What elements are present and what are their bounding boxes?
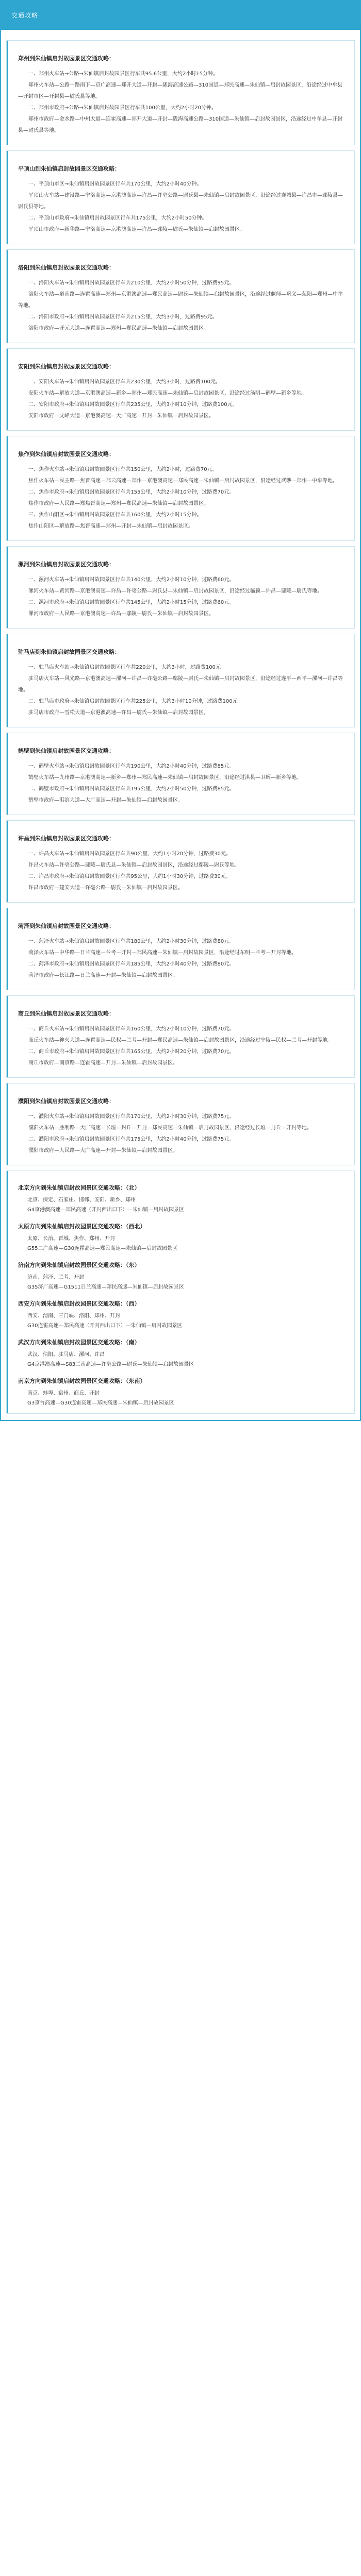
direction-line: G30连霍高速—郑民高速（开封西出口下）—朱仙镇—启封故园景区 <box>27 1323 183 1329</box>
route-paragraph: 安阳火车站—解放大道—京港澳高速—新乡—郑州—郑民高速—朱仙镇—启封故园景区，沿途经过汤阴—鹤壁—新乡等地。 <box>28 391 307 396</box>
route-card <box>6 733 355 815</box>
direction-title: 济南方向到朱仙镇启封故园景区交通攻略：（东） <box>18 1262 140 1268</box>
route-card <box>6 436 355 541</box>
route-card-title: 菏泽到朱仙镇启封故园景区交通攻略： <box>18 923 114 929</box>
header-bar <box>1 0 360 30</box>
route-paragraph: 郑州火车站—公路一路南下—京广高速—郑开大道—开封—陇海高速公路—310国道—郑民高速—朱仙镇—启封故园景区，沿途经过中牟县—开封市区—开封县—尉氏县等地。 <box>18 82 343 99</box>
route-paragraph: 濮阳火车站—胜利路—大广高速—长垣—封丘—开封—郑民高速—朱仙镇—启封故园景区，沿途经过长垣—封丘—开封等地。 <box>28 1125 312 1131</box>
direction-guide-card <box>6 1171 355 1414</box>
direction-line: 南京、蚌埠、宿州、商丘、开封 <box>27 1391 100 1396</box>
route-card <box>6 995 355 1078</box>
route-paragraph: 濮阳市政府—人民路—大广高速—开封—朱仙镇—启封故园景区。 <box>28 1148 178 1154</box>
route-paragraph: 安阳市政府—文峰大道—京港澳高速—大广高速—开封—朱仙镇—启封故园景区。 <box>28 413 214 419</box>
route-paragraph: 许昌火车站—许亳公路—鄢陵—尉氏县—朱仙镇—启封故园景区，沿途经过鄢陵—尉氏等地。 <box>28 862 240 868</box>
route-paragraph: 一、许昌火车站→朱仙镇启封故园景区行车共90公里，大约1小时20分钟，过路费30元。 <box>28 851 231 857</box>
route-card-title: 安阳到朱仙镇启封故园景区交通攻略： <box>18 363 114 370</box>
route-paragraph: 二、焦作市政府→朱仙镇启封故园景区行车共155公里，大约2小时10分钟，过路费70元。 <box>28 489 235 495</box>
route-paragraph: 一、濮阳火车站→朱仙镇启封故园景区行车共170公里，大约2小时30分钟，过路费75元。 <box>28 1114 235 1120</box>
route-paragraph: 驻马店市政府—雪松大道—京港澳高速—许昌—尉氏—朱仙镇—启封故园景区。 <box>28 710 209 716</box>
direction-title: 北京方向到朱仙镇启封故园景区交通攻略：（北） <box>18 1184 140 1191</box>
route-paragraph: 商丘市政府—南京路—连霍高速—开封—朱仙镇—启封故园景区。 <box>28 1060 178 1066</box>
route-paragraph: 一、郑州火车站→公路→朱仙镇启封故园景区行车共95.6公里，大约2小时15分钟。 <box>28 71 219 77</box>
direction-line: 太原、长治、晋城、焦作、郑州、开封 <box>27 1236 115 1242</box>
direction-line: G35济广高速—G1511日兰高速—郑民高速—朱仙镇—启封故园景区 <box>27 1284 184 1290</box>
route-paragraph: 商丘火车站—神火大道—连霍高速—民权—兰考—开封—郑民高速—朱仙镇—启封故园景区，沿途经过宁陵—民权—兰考—开封等地。 <box>28 1038 333 1043</box>
direction-line: G4京港澳高速—S83兰南高速—许亳公路—尉氏—朱仙镇—启封故园景区 <box>27 1362 194 1367</box>
route-paragraph: 许昌市政府—建安大道—许亳公路—尉氏—朱仙镇—启封故园景区。 <box>28 885 183 891</box>
route-card-title: 濮阳到朱仙镇启封故园景区交通攻略： <box>18 1098 114 1105</box>
route-card-title: 漯河到朱仙镇启封故园景区交通攻略： <box>18 561 114 568</box>
route-paragraph: 二、安阳市政府→朱仙镇启封故园景区行车共235公里，大约3小时10分钟，过路费100元。 <box>28 402 238 408</box>
route-paragraph: 洛阳火车站—道南路—连霍高速—郑州—京港澳高速—郑民高速—尉氏—朱仙镇—启封故园景区，沿途经过偃师—巩义—荥阳—郑州—中牟等地。 <box>18 292 343 309</box>
route-paragraph: 二、商丘市政府→朱仙镇启封故园景区行车共165公里，大约2小时20分钟，过路费70元。 <box>28 1049 235 1055</box>
route-card <box>6 40 355 145</box>
route-paragraph: 菏泽火车站—中华路—日兰高速—兰考—开封—郑民高速—朱仙镇—启封故园景区，沿途经过东明—兰考—开封等地。 <box>28 950 297 956</box>
route-paragraph: 焦作火车站—民主路—焦晋高速—郑云高速—郑州—京港澳高速—郑民高速—朱仙镇—启封故园景区，沿途经过武陟—郑州—中牟等地。 <box>28 478 338 484</box>
route-card-title: 鹤壁到朱仙镇启封故园景区交通攻略： <box>18 748 114 754</box>
route-paragraph: 一、菏泽火车站→朱仙镇启封故园景区行车共180公里，大约2小时30分钟，过路费80元。 <box>28 939 235 944</box>
direction-line: 西安、渭南、三门峡、洛阳、郑州、开封 <box>27 1313 120 1319</box>
route-card-title: 焦作到朱仙镇启封故园景区交通攻略： <box>18 451 114 457</box>
route-card <box>6 348 355 431</box>
route-paragraph: 平顶山市政府—新华路—宁洛高速—京港澳高速—许昌—鄢陵—尉氏—朱仙镇—启封故园景区。 <box>28 227 245 232</box>
route-paragraph: 焦作山阳区—解放路—焦晋高速—郑州—开封—朱仙镇—启封故园景区。 <box>28 523 193 529</box>
direction-line: G55二广高速—G30连霍高速—郑民高速—朱仙镇—启封故园景区 <box>27 1246 177 1251</box>
route-card <box>6 908 355 990</box>
route-paragraph: 漯河市政府—人民路—京港澳高速—许昌—鄢陵—尉氏—朱仙镇—启封故园景区。 <box>28 611 214 617</box>
route-paragraph: 鹤壁火车站—九州路—京港澳高速—新乡—郑州—郑民高速—朱仙镇—启封故园景区，沿途经过淇县—卫辉—新乡等地。 <box>28 775 302 781</box>
route-card <box>6 1083 355 1165</box>
route-paragraph: 二、漯河市政府→朱仙镇启封故园景区行车共145公里，大约2小时15分钟，过路费60元。 <box>28 600 235 605</box>
route-paragraph: 平顶山火车站—建设路—宁洛高速—京港澳高速—许昌—许亳公路—尉氏县—朱仙镇—启封故园景区，沿途经过襄城县—许昌市—鄢陵县—尉氏县等地。 <box>18 193 343 210</box>
route-paragraph: 漯河火车站—黄河路—京港澳高速—许昌—许亳公路—尉氏县—朱仙镇—启封故园景区，沿途经过临颍—许昌—鄢陵—尉氏等地。 <box>28 588 322 594</box>
route-card-title: 商丘到朱仙镇启封故园景区交通攻略： <box>18 1010 114 1017</box>
route-paragraph: 二、许昌市政府→朱仙镇启封故园景区行车共95公里，大约1小时30分钟，过路费30元。 <box>28 874 231 879</box>
direction-title: 武汉方向到朱仙镇启封故园景区交通攻略：（南） <box>18 1339 140 1346</box>
direction-title: 南京方向到朱仙镇启封故园景区交通攻略：（东南） <box>18 1378 146 1384</box>
route-card <box>6 150 355 244</box>
direction-line: G3京台高速—G30连霍高速—郑民高速—朱仙镇—启封故园景区 <box>27 1400 174 1406</box>
direction-line: 武汉、信阳、驻马店、漯河、许昌 <box>27 1352 105 1358</box>
direction-title: 西安方向到朱仙镇启封故园景区交通攻略：（西） <box>18 1300 140 1307</box>
direction-line: 北京、保定、石家庄、邯郸、安阳、新乡、郑州 <box>27 1197 136 1203</box>
route-card-title: 平顶山到朱仙镇启封故园景区交通攻略： <box>18 165 120 172</box>
direction-title: 太原方向到朱仙镇启封故园景区交通攻略：（西北） <box>18 1223 146 1230</box>
route-card <box>6 249 355 343</box>
route-paragraph: 一、焦作火车站→朱仙镇启封故园景区行车共150公里，大约2小时，过路费70元。 <box>28 467 218 472</box>
route-paragraph: 一、商丘火车站→朱仙镇启封故园景区行车共160公里，大约2小时10分钟，过路费70元。 <box>28 1026 235 1032</box>
route-paragraph: 郑州市政府—金水路—中州大道—连霍高速—郑开大道—开封—陇海高速公路—310国道—朱仙镇—启封故园景区，沿途经过中牟县—开封县—尉氏县等地。 <box>18 116 343 133</box>
route-paragraph: 焦作市政府—人民路—郑焦晋高速—郑州—郑民高速—朱仙镇—启封故园景区。 <box>28 501 209 506</box>
direction-line: 济南、菏泽、兰考、开封 <box>27 1275 84 1280</box>
route-card-title: 驻马店到朱仙镇启封故园景区交通攻略： <box>18 649 120 655</box>
route-paragraph: 二、平顶山市政府→朱仙镇启封故园景区行车共175公里，大约2小时50分钟。 <box>28 215 207 221</box>
route-paragraph: 一、安阳火车站→朱仙镇启封故园景区行车共230公里，大约3小时，过路费100元。 <box>28 379 221 385</box>
route-card-title: 洛阳到朱仙镇启封故园景区交通攻略： <box>18 264 114 271</box>
route-paragraph: 一、驻马店火车站→朱仙镇启封故园景区行车共220公里，大约3小时，过路费100元。 <box>28 665 226 670</box>
route-paragraph: 二、郑州市政府→公路→朱仙镇启封故园景区行车共100公里，大约2小时20分钟。 <box>28 105 217 111</box>
route-paragraph: 一、平顶山市区→朱仙镇启封故园景区行车共170公里，大约2小时40分钟。 <box>28 181 202 187</box>
route-paragraph: 一、漯河火车站→朱仙镇启封故园景区行车共140公里，大约2小时10分钟，过路费60元。 <box>28 577 235 583</box>
header-title: 交通攻略 <box>11 11 39 19</box>
route-paragraph: 三、焦作山阳区→朱仙镇启封故园景区行车共160公里，大约2小时15分钟。 <box>28 512 202 518</box>
route-card-title: 郑州到朱仙镇启封故园景区交通攻略： <box>18 55 114 62</box>
route-card <box>6 820 355 903</box>
route-paragraph: 二、洛阳市政府→朱仙镇启封故园景区行车共215公里，大约3小时，过路费95元。 <box>28 314 218 320</box>
route-paragraph: 驻马店火车站—风光路—京港澳高速—漯河—许昌—许亳公路—鄢陵—尉氏—朱仙镇—启封故园景区，沿途经过遂平—西平—漯河—许昌等地。 <box>18 676 343 693</box>
route-card <box>6 634 355 727</box>
route-card-title: 许昌到朱仙镇启封故园景区交通攻略： <box>18 835 114 842</box>
route-paragraph: 二、鹤壁市政府→朱仙镇启封故园景区行车共195公里，大约2小时50分钟，过路费85元。 <box>28 786 235 792</box>
route-paragraph: 菏泽市政府—长江路—日兰高速—开封—朱仙镇—启封故园景区。 <box>28 973 178 978</box>
route-card <box>6 546 355 629</box>
route-paragraph: 二、濮阳市政府→朱仙镇启封故园景区行车共175公里，大约2小时40分钟，过路费75元。 <box>28 1137 235 1142</box>
direction-line: G4京港澳高速—郑民高速（开封西出口下）—朱仙镇—启封故园景区 <box>27 1207 185 1213</box>
route-paragraph: 二、菏泽市政府→朱仙镇启封故园景区行车共185公里，大约2小时40分钟，过路费80元。 <box>28 961 235 967</box>
route-paragraph: 一、洛阳火车站→朱仙镇启封故园景区行车共210公里，大约2小时50分钟，过路费95元。 <box>28 280 235 286</box>
route-paragraph: 洛阳市政府—开元大道—连霍高速—郑州—郑民高速—朱仙镇—启封故园景区。 <box>28 326 209 331</box>
route-paragraph: 二、驻马店市政府→朱仙镇启封故园景区行车共225公里，大约3小时10分钟，过路费100元。 <box>28 699 243 704</box>
route-paragraph: 一、鹤壁火车站→朱仙镇启封故园景区行车共190公里，大约2小时40分钟，过路费85元。 <box>28 764 235 769</box>
route-paragraph: 鹤壁市政府—淇滨大道—大广高速—开封—朱仙镇—启封故园景区。 <box>28 798 183 803</box>
content-area <box>1 30 360 1414</box>
